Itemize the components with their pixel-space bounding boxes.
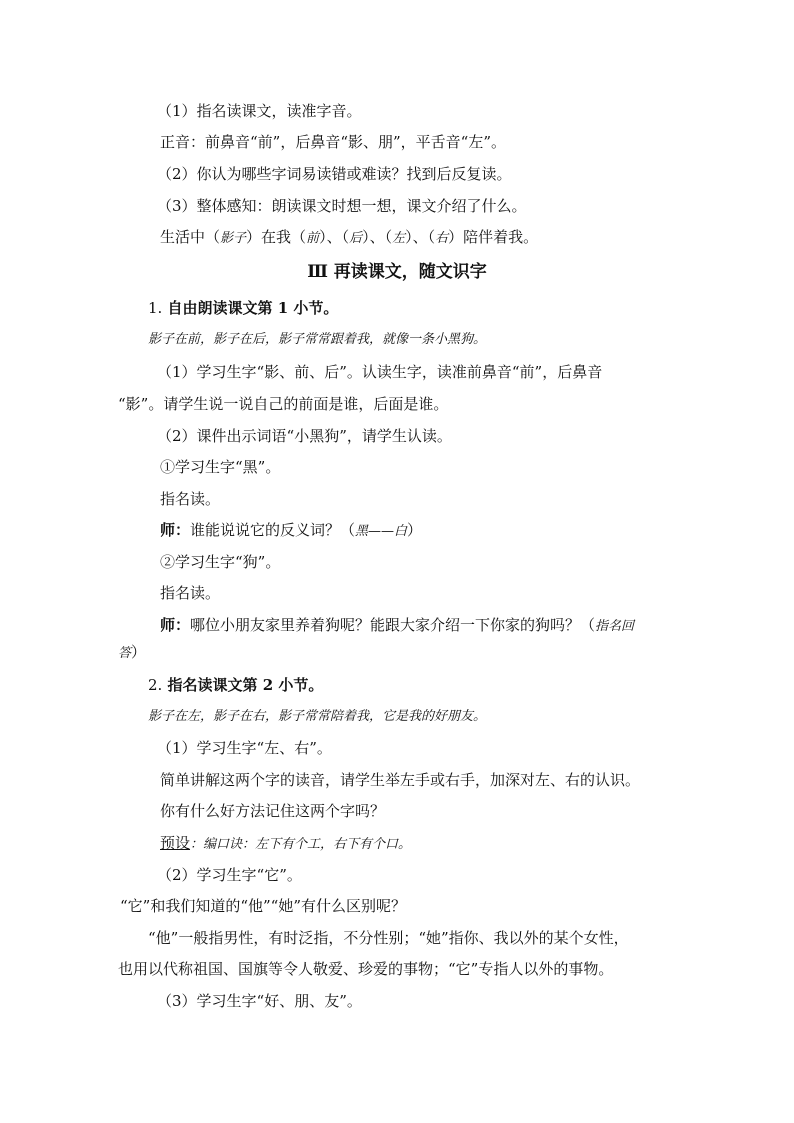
section-2-item-3: （3）学习生字“好、朋、友”。	[157, 992, 362, 1010]
section-1-teacher-question-2: 师：哪位小朋友家里养着狗呢？能跟大家介绍一下你家的狗吗？（指名回	[160, 616, 635, 634]
section-1-read-2: 指名读。	[160, 584, 221, 602]
paragraph-pronunciation: 正音：前鼻音“前”，后鼻音“影、朋”，平舌音“左”。	[160, 133, 507, 151]
section-2-difference-question: “它”和我们知道的“他”“她”有什么区别呢？	[120, 897, 407, 915]
section-title: Ⅲ 再读课文，随文识字	[307, 262, 487, 282]
paragraph-read-aloud: （1）指名读课文，读准字音。	[157, 102, 362, 120]
section-1-item-2: （2）课件出示词语“小黑狗”，请学生认读。	[157, 427, 452, 445]
section-2-item-2: （2）学习生字“它”。	[157, 866, 302, 884]
section-1-read-1: 指名读。	[160, 490, 221, 508]
section-1-poem: 影子在前，影子在后，影子常常跟着我，就像一条小黑狗。	[148, 332, 487, 347]
paragraph-overall-sense: （3）整体感知：朗读课文时想一想，课文介绍了什么。	[157, 197, 527, 215]
section-1-item-1-line-2: “影”。请学生说一说自己的前面是谁，后面是谁。	[118, 395, 449, 413]
paragraph-fill-in: 生活中（影子）在我（前）、（后）、（左）、（右）陪伴着我。	[160, 228, 539, 246]
section-2-explanation-line-1: “他”一般指男性，有时泛指，不分性别；“她”指你、我以外的某个女性，	[148, 929, 629, 947]
section-1-teacher-question-1: 师：谁能说说它的反义词？（黑——白）	[160, 521, 423, 539]
section-2-question: 你有什么好方法记住这两个字吗？	[160, 802, 386, 820]
section-2-heading: 2. 指名读课文第 2 小节。	[148, 676, 324, 694]
section-1-heading: 1. 自由朗读课文第 1 小节。	[148, 299, 339, 317]
section-2-explanation-line-2: 也用以代称祖国、国旗等令人敬爱、珍爱的事物；“它”专指人以外的事物。	[118, 960, 614, 978]
section-1-char-gou: ②学习生字“狗”。	[160, 553, 281, 571]
section-1-char-hei: ①学习生字“黑”。	[160, 458, 281, 476]
paragraph-difficult-words: （2）你认为哪些字词易读错或难读？找到后反复读。	[157, 165, 512, 183]
section-1-item-1-line-1: （1）学习生字“影、前、后”。认读生字，读准前鼻音“前”，后鼻音	[157, 363, 603, 381]
section-1-teacher-question-2-wrap: 答）	[118, 643, 147, 661]
section-2-item-1: （1）学习生字“左、右”。	[157, 739, 332, 757]
section-2-poem: 影子在左，影子在右，影子常常陪着我，它是我的好朋友。	[148, 709, 487, 724]
section-2-explain: 简单讲解这两个字的读音，请学生举左手或右手，加深对左、右的认识。	[160, 771, 641, 789]
section-2-preset: 预设：编口诀：左下有个工，右下有个口。	[160, 834, 412, 852]
